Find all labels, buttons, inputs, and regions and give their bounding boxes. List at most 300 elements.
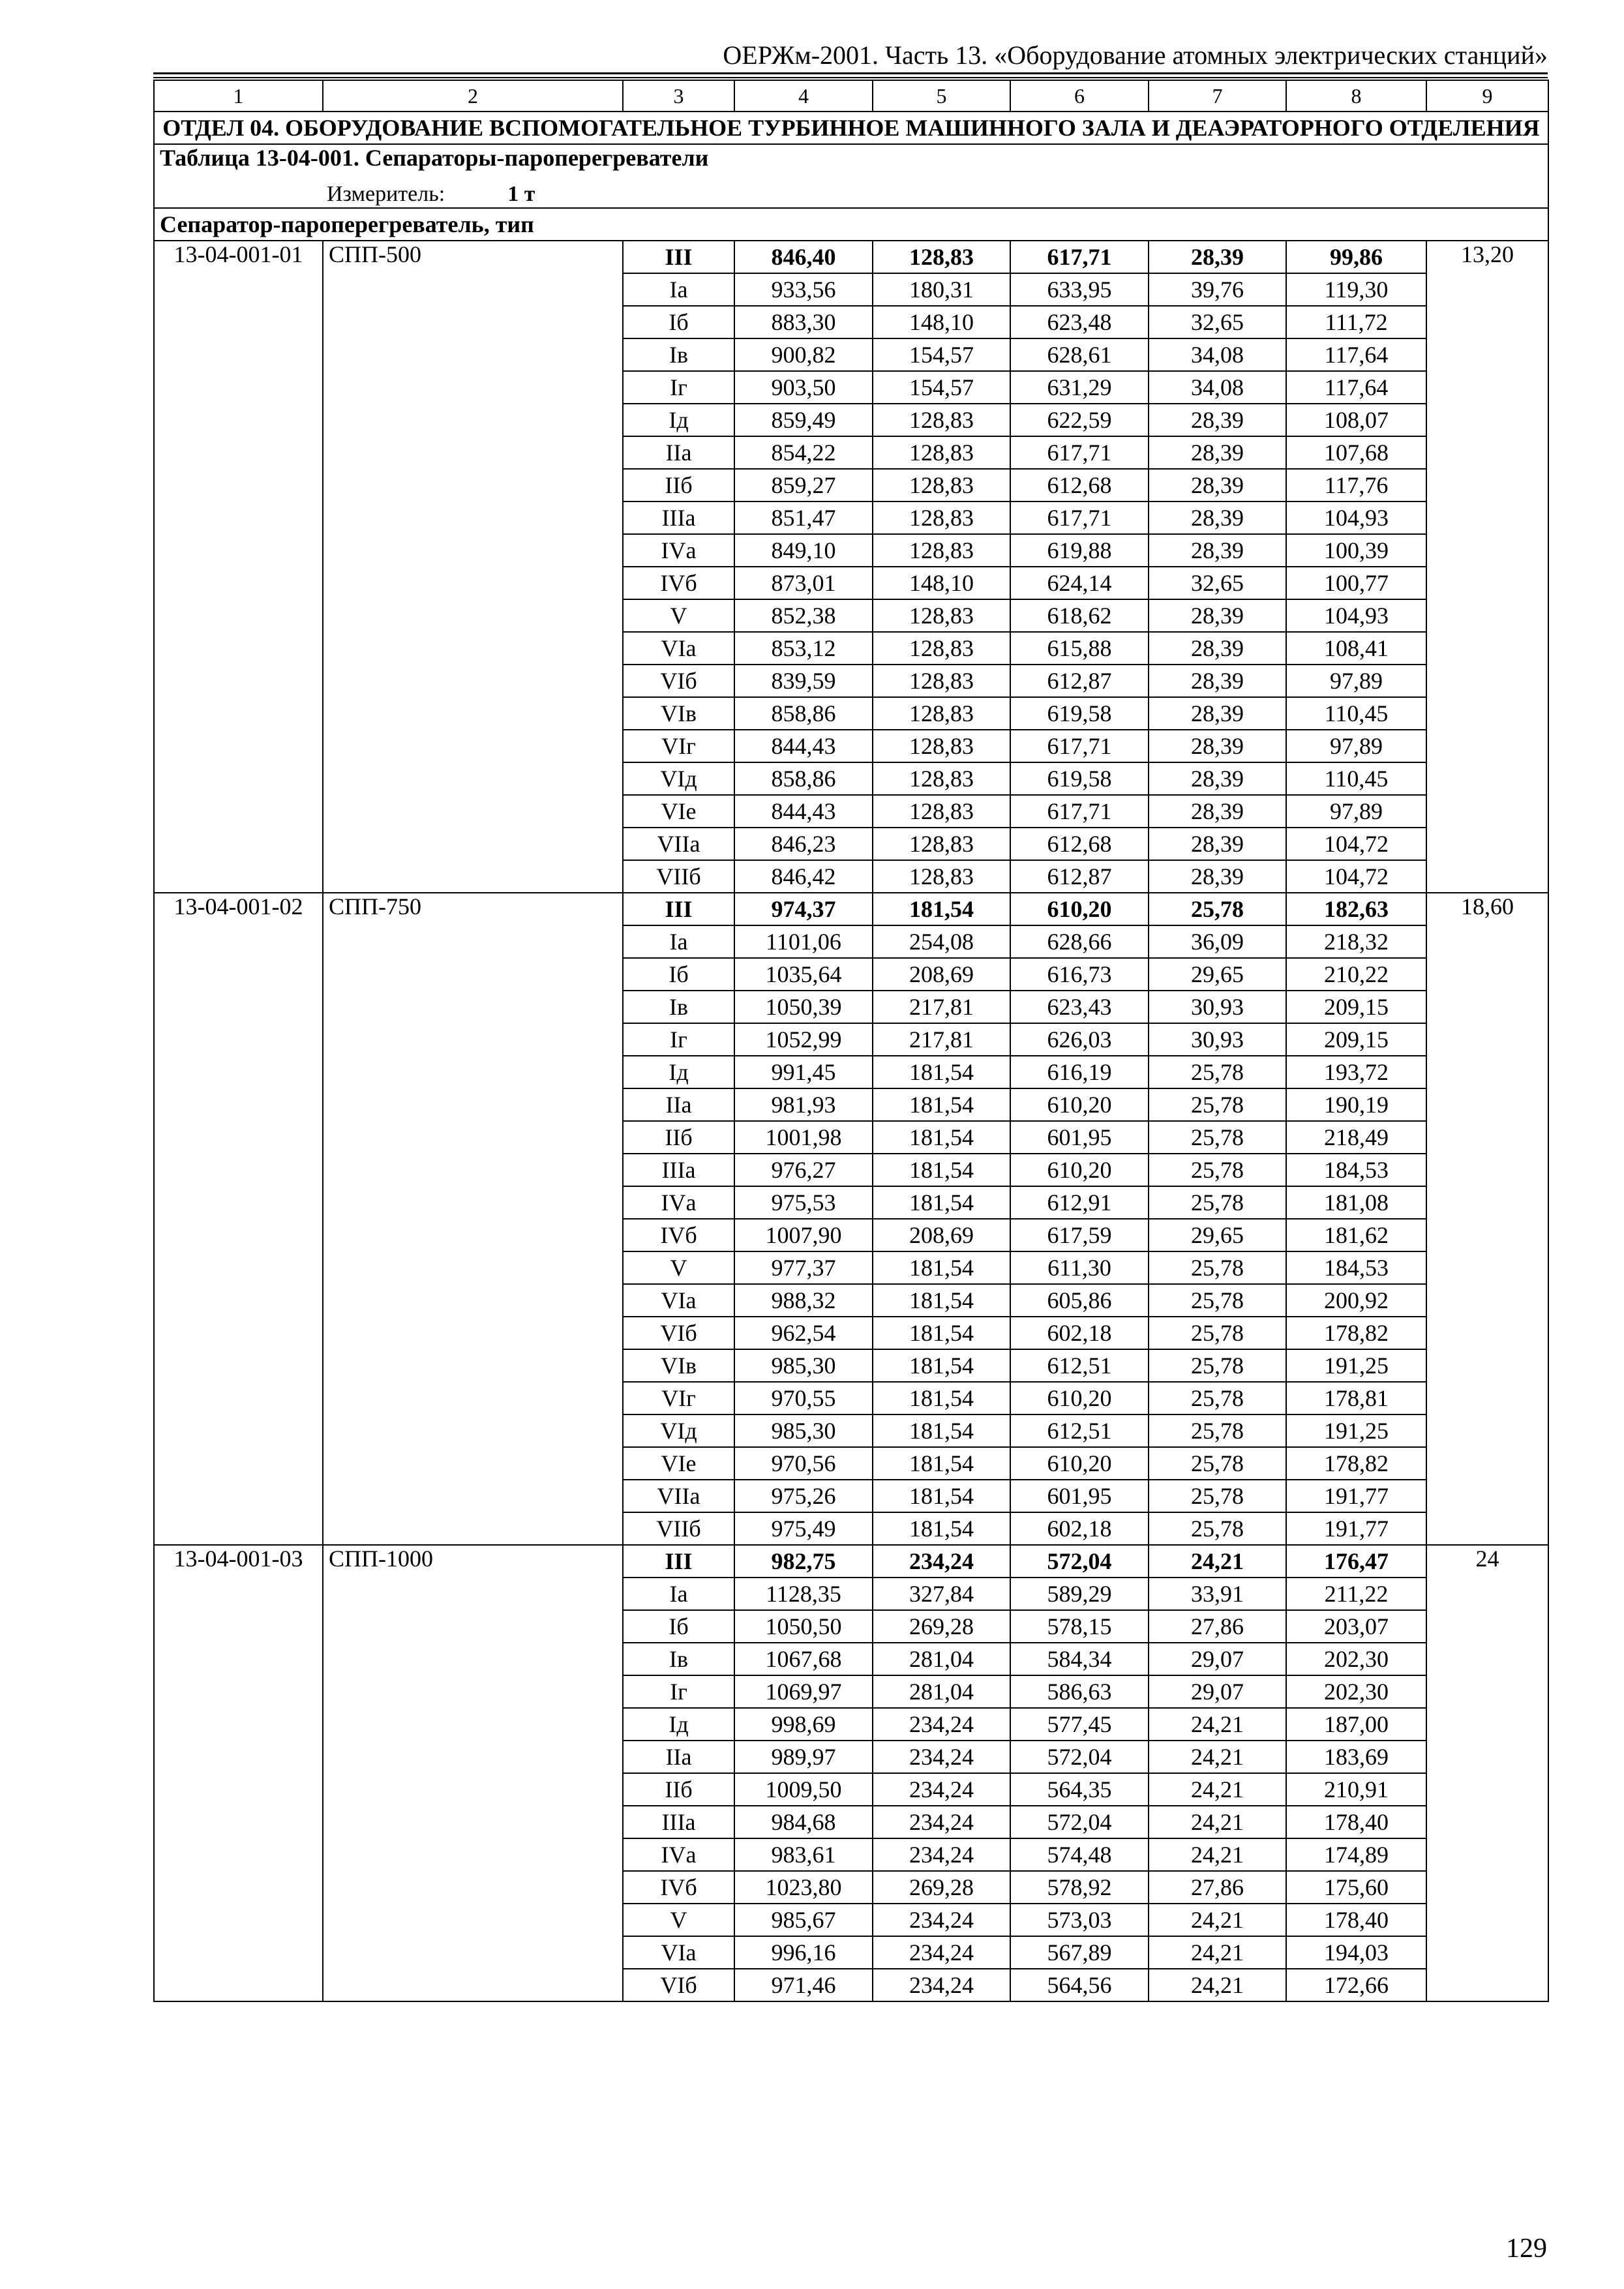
value-col4: 962,54 — [734, 1317, 873, 1349]
zone-cell: VIIб — [623, 860, 734, 893]
value-col7: 25,78 — [1149, 893, 1286, 925]
value-col7: 32,65 — [1149, 567, 1286, 599]
value-col8: 218,32 — [1286, 925, 1426, 958]
value-col7: 25,78 — [1149, 1480, 1286, 1512]
value-col4: 1050,39 — [734, 991, 873, 1023]
value-col7: 28,39 — [1149, 860, 1286, 893]
table-row — [154, 1545, 1548, 1578]
value-col6: 610,20 — [1010, 1447, 1149, 1480]
value-col4: 851,47 — [734, 501, 873, 534]
value-col8: 174,89 — [1286, 1838, 1426, 1871]
zone-cell: Iд — [623, 1708, 734, 1741]
value-col6: 633,95 — [1010, 273, 1149, 306]
value-col4: 1023,80 — [734, 1871, 873, 1904]
value-col5: 181,54 — [873, 1186, 1010, 1219]
value-col8: 110,45 — [1286, 762, 1426, 795]
value-col6: 617,71 — [1010, 501, 1149, 534]
value-col6: 612,51 — [1010, 1349, 1149, 1382]
zone-cell: Iа — [623, 925, 734, 958]
value-col8: 119,30 — [1286, 273, 1426, 306]
value-col4: 975,53 — [734, 1186, 873, 1219]
value-col6: 574,48 — [1010, 1838, 1149, 1871]
zone-cell: VIе — [623, 795, 734, 828]
value-col9: 24 — [1426, 1545, 1548, 2001]
value-col7: 28,39 — [1149, 795, 1286, 828]
value-col6: 624,14 — [1010, 567, 1149, 599]
zone-cell: IIа — [623, 1088, 734, 1121]
value-col4: 983,61 — [734, 1838, 873, 1871]
value-col5: 181,54 — [873, 1447, 1010, 1480]
value-col4: 859,49 — [734, 404, 873, 436]
value-col7: 25,78 — [1149, 1088, 1286, 1121]
value-col6: 622,59 — [1010, 404, 1149, 436]
value-col5: 234,24 — [873, 1806, 1010, 1838]
value-col6: 572,04 — [1010, 1806, 1149, 1838]
zone-cell: V — [623, 599, 734, 632]
value-col6: 578,15 — [1010, 1610, 1149, 1643]
value-col5: 269,28 — [873, 1871, 1010, 1904]
value-col6: 612,91 — [1010, 1186, 1149, 1219]
value-col8: 182,63 — [1286, 893, 1426, 925]
value-col8: 117,76 — [1286, 469, 1426, 501]
value-col8: 184,53 — [1286, 1154, 1426, 1186]
value-col5: 128,83 — [873, 860, 1010, 893]
value-col7: 29,07 — [1149, 1675, 1286, 1708]
table-row — [154, 893, 1548, 925]
value-col7: 25,78 — [1149, 1382, 1286, 1414]
value-col6: 572,04 — [1010, 1741, 1149, 1773]
value-col4: 853,12 — [734, 632, 873, 665]
value-col5: 181,54 — [873, 1382, 1010, 1414]
value-col8: 203,07 — [1286, 1610, 1426, 1643]
value-col8: 184,53 — [1286, 1251, 1426, 1284]
value-col5: 217,81 — [873, 991, 1010, 1023]
value-col6: 616,73 — [1010, 958, 1149, 991]
value-col4: 985,67 — [734, 1904, 873, 1936]
value-col8: 104,93 — [1286, 501, 1426, 534]
value-col4: 844,43 — [734, 795, 873, 828]
value-col4: 883,30 — [734, 306, 873, 338]
value-col6: 610,20 — [1010, 1088, 1149, 1121]
group-row — [154, 208, 1548, 241]
zone-cell: IIб — [623, 1773, 734, 1806]
item-code: 13-04-001-01 — [154, 241, 323, 893]
value-col7: 36,09 — [1149, 925, 1286, 958]
value-col5: 128,83 — [873, 730, 1010, 762]
value-col4: 859,27 — [734, 469, 873, 501]
value-col7: 24,21 — [1149, 1773, 1286, 1806]
value-col4: 1101,06 — [734, 925, 873, 958]
zone-cell: III — [623, 1545, 734, 1578]
value-col6: 618,62 — [1010, 599, 1149, 632]
value-col7: 24,21 — [1149, 1708, 1286, 1741]
value-col8: 187,00 — [1286, 1708, 1426, 1741]
zone-cell: VIа — [623, 1284, 734, 1317]
zone-cell: VIIа — [623, 1480, 734, 1512]
zone-cell: IIIа — [623, 1154, 734, 1186]
value-col5: 269,28 — [873, 1610, 1010, 1643]
value-col5: 181,54 — [873, 1251, 1010, 1284]
value-col7: 28,39 — [1149, 436, 1286, 469]
value-col7: 28,39 — [1149, 469, 1286, 501]
value-col5: 180,31 — [873, 273, 1010, 306]
value-col8: 181,62 — [1286, 1219, 1426, 1251]
value-col4: 984,68 — [734, 1806, 873, 1838]
zone-cell: III — [623, 241, 734, 273]
zone-cell: VIIб — [623, 1512, 734, 1545]
table-title-cell — [154, 144, 1548, 208]
value-col4: 1001,98 — [734, 1121, 873, 1154]
value-col5: 181,54 — [873, 1154, 1010, 1186]
value-col6: 619,58 — [1010, 697, 1149, 730]
value-col8: 97,89 — [1286, 665, 1426, 697]
value-col4: 858,86 — [734, 762, 873, 795]
header-rule — [153, 72, 1548, 74]
value-col5: 181,54 — [873, 1349, 1010, 1382]
value-col6: 586,63 — [1010, 1675, 1149, 1708]
value-col5: 128,83 — [873, 665, 1010, 697]
zone-cell: IVб — [623, 567, 734, 599]
value-col7: 28,39 — [1149, 501, 1286, 534]
value-col7: 28,39 — [1149, 665, 1286, 697]
value-col5: 154,57 — [873, 371, 1010, 404]
value-col7: 28,39 — [1149, 404, 1286, 436]
value-col6: 617,71 — [1010, 795, 1149, 828]
column-number: 8 — [1286, 80, 1426, 112]
value-col6: 572,04 — [1010, 1545, 1149, 1578]
column-number: 2 — [323, 80, 623, 112]
value-col5: 181,54 — [873, 1056, 1010, 1088]
value-col7: 29,65 — [1149, 958, 1286, 991]
zone-cell: VIа — [623, 632, 734, 665]
value-col4: 1050,50 — [734, 1610, 873, 1643]
value-col5: 234,24 — [873, 1969, 1010, 2001]
value-col6: 619,58 — [1010, 762, 1149, 795]
value-col7: 25,78 — [1149, 1447, 1286, 1480]
value-col5: 128,83 — [873, 697, 1010, 730]
value-col5: 128,83 — [873, 241, 1010, 273]
page-header: ОЕРЖм-2001. Часть 13. «Оборудование атомных электрических станций» — [723, 40, 1548, 70]
value-col4: 1035,64 — [734, 958, 873, 991]
value-col6: 578,92 — [1010, 1871, 1149, 1904]
value-col6: 612,68 — [1010, 469, 1149, 501]
value-col4: 975,49 — [734, 1512, 873, 1545]
table-title: Таблица 13-04-001. Сепараторы-пароперегреватели — [160, 145, 709, 171]
value-col7: 32,65 — [1149, 306, 1286, 338]
value-col4: 996,16 — [734, 1936, 873, 1969]
value-col7: 25,78 — [1149, 1251, 1286, 1284]
value-col7: 24,21 — [1149, 1741, 1286, 1773]
value-col5: 181,54 — [873, 1088, 1010, 1121]
value-col6: 619,88 — [1010, 534, 1149, 567]
value-col4: 846,42 — [734, 860, 873, 893]
value-col5: 234,24 — [873, 1741, 1010, 1773]
value-col8: 172,66 — [1286, 1969, 1426, 2001]
value-col6: 631,29 — [1010, 371, 1149, 404]
value-col7: 27,86 — [1149, 1871, 1286, 1904]
meter-line — [327, 181, 1542, 207]
value-col7: 30,93 — [1149, 1023, 1286, 1056]
value-col5: 234,24 — [873, 1904, 1010, 1936]
value-col7: 24,21 — [1149, 1936, 1286, 1969]
zone-cell: Iб — [623, 958, 734, 991]
value-col6: 610,20 — [1010, 893, 1149, 925]
value-col8: 191,25 — [1286, 1414, 1426, 1447]
value-col8: 181,08 — [1286, 1186, 1426, 1219]
value-col4: 839,59 — [734, 665, 873, 697]
zone-cell: Iг — [623, 1023, 734, 1056]
zone-cell: IIа — [623, 1741, 734, 1773]
zone-cell: IIа — [623, 436, 734, 469]
meter-value: 1 т — [507, 182, 535, 206]
value-col7: 25,78 — [1149, 1414, 1286, 1447]
value-col6: 577,45 — [1010, 1708, 1149, 1741]
header-rule-thin — [153, 77, 1548, 78]
value-col5: 128,83 — [873, 436, 1010, 469]
value-col5: 234,24 — [873, 1545, 1010, 1578]
value-col4: 844,43 — [734, 730, 873, 762]
value-col4: 903,50 — [734, 371, 873, 404]
value-col4: 854,22 — [734, 436, 873, 469]
value-col8: 107,68 — [1286, 436, 1426, 469]
value-col4: 1067,68 — [734, 1643, 873, 1675]
value-col7: 25,78 — [1149, 1284, 1286, 1317]
value-col5: 181,54 — [873, 1512, 1010, 1545]
value-col8: 97,89 — [1286, 795, 1426, 828]
value-col8: 104,72 — [1286, 860, 1426, 893]
value-col8: 191,77 — [1286, 1480, 1426, 1512]
value-col8: 100,77 — [1286, 567, 1426, 599]
value-col4: 970,56 — [734, 1447, 873, 1480]
value-col6: 628,66 — [1010, 925, 1149, 958]
zone-cell: Iб — [623, 1610, 734, 1643]
value-col7: 28,39 — [1149, 730, 1286, 762]
value-col4: 982,75 — [734, 1545, 873, 1578]
value-col8: 210,22 — [1286, 958, 1426, 991]
value-col4: 976,27 — [734, 1154, 873, 1186]
zone-cell: VIг — [623, 1382, 734, 1414]
value-col7: 25,78 — [1149, 1186, 1286, 1219]
value-col7: 34,08 — [1149, 371, 1286, 404]
value-col8: 191,25 — [1286, 1349, 1426, 1382]
value-col4: 989,97 — [734, 1741, 873, 1773]
value-col5: 128,83 — [873, 795, 1010, 828]
value-col5: 281,04 — [873, 1643, 1010, 1675]
value-col5: 181,54 — [873, 1121, 1010, 1154]
value-col7: 24,21 — [1149, 1806, 1286, 1838]
value-col4: 1128,35 — [734, 1578, 873, 1610]
value-col8: 178,82 — [1286, 1447, 1426, 1480]
value-col4: 971,46 — [734, 1969, 873, 2001]
value-col6: 612,68 — [1010, 828, 1149, 860]
value-col6: 612,87 — [1010, 665, 1149, 697]
value-col5: 181,54 — [873, 893, 1010, 925]
value-col6: 616,19 — [1010, 1056, 1149, 1088]
page-number: 129 — [1506, 2234, 1547, 2264]
value-col8: 176,47 — [1286, 1545, 1426, 1578]
column-number: 7 — [1149, 80, 1286, 112]
zone-cell: VIб — [623, 1317, 734, 1349]
value-col4: 1009,50 — [734, 1773, 873, 1806]
value-col7: 28,39 — [1149, 762, 1286, 795]
column-number: 3 — [623, 80, 734, 112]
value-col8: 99,86 — [1286, 241, 1426, 273]
zone-cell: IVа — [623, 1838, 734, 1871]
zone-cell: III — [623, 893, 734, 925]
value-col4: 900,82 — [734, 338, 873, 371]
value-col7: 28,39 — [1149, 632, 1286, 665]
value-col4: 849,10 — [734, 534, 873, 567]
item-name: СПП-500 — [323, 241, 623, 893]
item-name: СПП-1000 — [323, 1545, 623, 2001]
item-code: 13-04-001-03 — [154, 1545, 323, 2001]
value-col8: 210,91 — [1286, 1773, 1426, 1806]
zone-cell: VIд — [623, 1414, 734, 1447]
value-col4: 846,23 — [734, 828, 873, 860]
value-col8: 190,19 — [1286, 1088, 1426, 1121]
value-col7: 25,78 — [1149, 1317, 1286, 1349]
value-col8: 178,81 — [1286, 1382, 1426, 1414]
value-col5: 181,54 — [873, 1414, 1010, 1447]
value-col8: 104,93 — [1286, 599, 1426, 632]
value-col5: 128,83 — [873, 599, 1010, 632]
value-col5: 128,83 — [873, 828, 1010, 860]
value-col5: 234,24 — [873, 1773, 1010, 1806]
value-col7: 29,07 — [1149, 1643, 1286, 1675]
value-col6: 602,18 — [1010, 1317, 1149, 1349]
value-col5: 281,04 — [873, 1675, 1010, 1708]
value-col7: 30,93 — [1149, 991, 1286, 1023]
table-row — [154, 241, 1548, 273]
value-col5: 254,08 — [873, 925, 1010, 958]
column-number: 6 — [1010, 80, 1149, 112]
value-col4: 998,69 — [734, 1708, 873, 1741]
value-col9: 18,60 — [1426, 893, 1548, 1545]
value-col9: 13,20 — [1426, 241, 1548, 893]
value-col7: 24,21 — [1149, 1838, 1286, 1871]
value-col7: 25,78 — [1149, 1121, 1286, 1154]
zone-cell: VIв — [623, 1349, 734, 1382]
value-col6: 612,51 — [1010, 1414, 1149, 1447]
value-col6: 601,95 — [1010, 1121, 1149, 1154]
value-col5: 181,54 — [873, 1317, 1010, 1349]
value-col4: 1052,99 — [734, 1023, 873, 1056]
zone-cell: V — [623, 1251, 734, 1284]
zone-cell: IIб — [623, 1121, 734, 1154]
value-col6: 589,29 — [1010, 1578, 1149, 1610]
value-col4: 846,40 — [734, 241, 873, 273]
group-label: Сепаратор-пароперегреватель, тип — [154, 208, 1548, 241]
value-col7: 28,39 — [1149, 697, 1286, 730]
value-col7: 33,91 — [1149, 1578, 1286, 1610]
value-col7: 34,08 — [1149, 338, 1286, 371]
value-col7: 24,21 — [1149, 1545, 1286, 1578]
value-col6: 564,35 — [1010, 1773, 1149, 1806]
value-col7: 28,39 — [1149, 828, 1286, 860]
value-col7: 28,39 — [1149, 599, 1286, 632]
zone-cell: IIIа — [623, 501, 734, 534]
value-col8: 200,92 — [1286, 1284, 1426, 1317]
value-col6: 611,30 — [1010, 1251, 1149, 1284]
value-col5: 128,83 — [873, 404, 1010, 436]
zone-cell: V — [623, 1904, 734, 1936]
value-col5: 217,81 — [873, 1023, 1010, 1056]
value-col8: 194,03 — [1286, 1936, 1426, 1969]
value-col7: 28,39 — [1149, 241, 1286, 273]
zone-cell: Iд — [623, 404, 734, 436]
zone-cell: VIд — [623, 762, 734, 795]
value-col6: 623,43 — [1010, 991, 1149, 1023]
section-title: ОТДЕЛ 04. ОБОРУДОВАНИЕ ВСПОМОГАТЕЛЬНОЕ ТУРБИННОЕ МАШИННОГО ЗАЛА И ДЕАЭРАТОРНОГО ОТДЕЛЕНИЯ — [154, 112, 1548, 144]
value-col7: 25,78 — [1149, 1349, 1286, 1382]
value-col8: 191,77 — [1286, 1512, 1426, 1545]
column-numbers-row — [154, 80, 1548, 112]
zone-cell: VIа — [623, 1936, 734, 1969]
column-number: 1 — [154, 80, 323, 112]
value-col6: 584,34 — [1010, 1643, 1149, 1675]
value-col6: 610,20 — [1010, 1154, 1149, 1186]
table-title-row — [154, 144, 1548, 208]
value-col5: 181,54 — [873, 1480, 1010, 1512]
column-number: 4 — [734, 80, 873, 112]
value-col8: 97,89 — [1286, 730, 1426, 762]
value-col7: 25,78 — [1149, 1154, 1286, 1186]
value-col8: 178,40 — [1286, 1904, 1426, 1936]
column-number: 5 — [873, 80, 1010, 112]
zone-cell: Iв — [623, 1643, 734, 1675]
value-col4: 1007,90 — [734, 1219, 873, 1251]
value-col8: 108,07 — [1286, 404, 1426, 436]
value-col6: 605,86 — [1010, 1284, 1149, 1317]
value-col8: 178,82 — [1286, 1317, 1426, 1349]
zone-cell: VIб — [623, 1969, 734, 2001]
value-col4: 988,32 — [734, 1284, 873, 1317]
value-col6: 610,20 — [1010, 1382, 1149, 1414]
value-col8: 108,41 — [1286, 632, 1426, 665]
column-number: 9 — [1426, 80, 1548, 112]
rates-table — [153, 80, 1549, 2002]
zone-cell: Iд — [623, 1056, 734, 1088]
value-col4: 1069,97 — [734, 1675, 873, 1708]
value-col6: 615,88 — [1010, 632, 1149, 665]
zone-cell: IVа — [623, 534, 734, 567]
value-col6: 617,59 — [1010, 1219, 1149, 1251]
value-col8: 111,72 — [1286, 306, 1426, 338]
zone-cell: Iв — [623, 338, 734, 371]
value-col7: 29,65 — [1149, 1219, 1286, 1251]
value-col7: 24,21 — [1149, 1904, 1286, 1936]
zone-cell: Iг — [623, 1675, 734, 1708]
value-col6: 601,95 — [1010, 1480, 1149, 1512]
value-col5: 148,10 — [873, 567, 1010, 599]
value-col5: 128,83 — [873, 534, 1010, 567]
zone-cell: IIIа — [623, 1806, 734, 1838]
value-col8: 117,64 — [1286, 371, 1426, 404]
value-col6: 617,71 — [1010, 730, 1149, 762]
zone-cell: Iг — [623, 371, 734, 404]
value-col6: 617,71 — [1010, 436, 1149, 469]
value-col5: 181,54 — [873, 1284, 1010, 1317]
value-col6: 623,48 — [1010, 306, 1149, 338]
value-col8: 117,64 — [1286, 338, 1426, 371]
value-col6: 612,87 — [1010, 860, 1149, 893]
value-col5: 327,84 — [873, 1578, 1010, 1610]
zone-cell: VIг — [623, 730, 734, 762]
value-col8: 178,40 — [1286, 1806, 1426, 1838]
value-col7: 27,86 — [1149, 1610, 1286, 1643]
value-col4: 977,37 — [734, 1251, 873, 1284]
value-col8: 209,15 — [1286, 991, 1426, 1023]
